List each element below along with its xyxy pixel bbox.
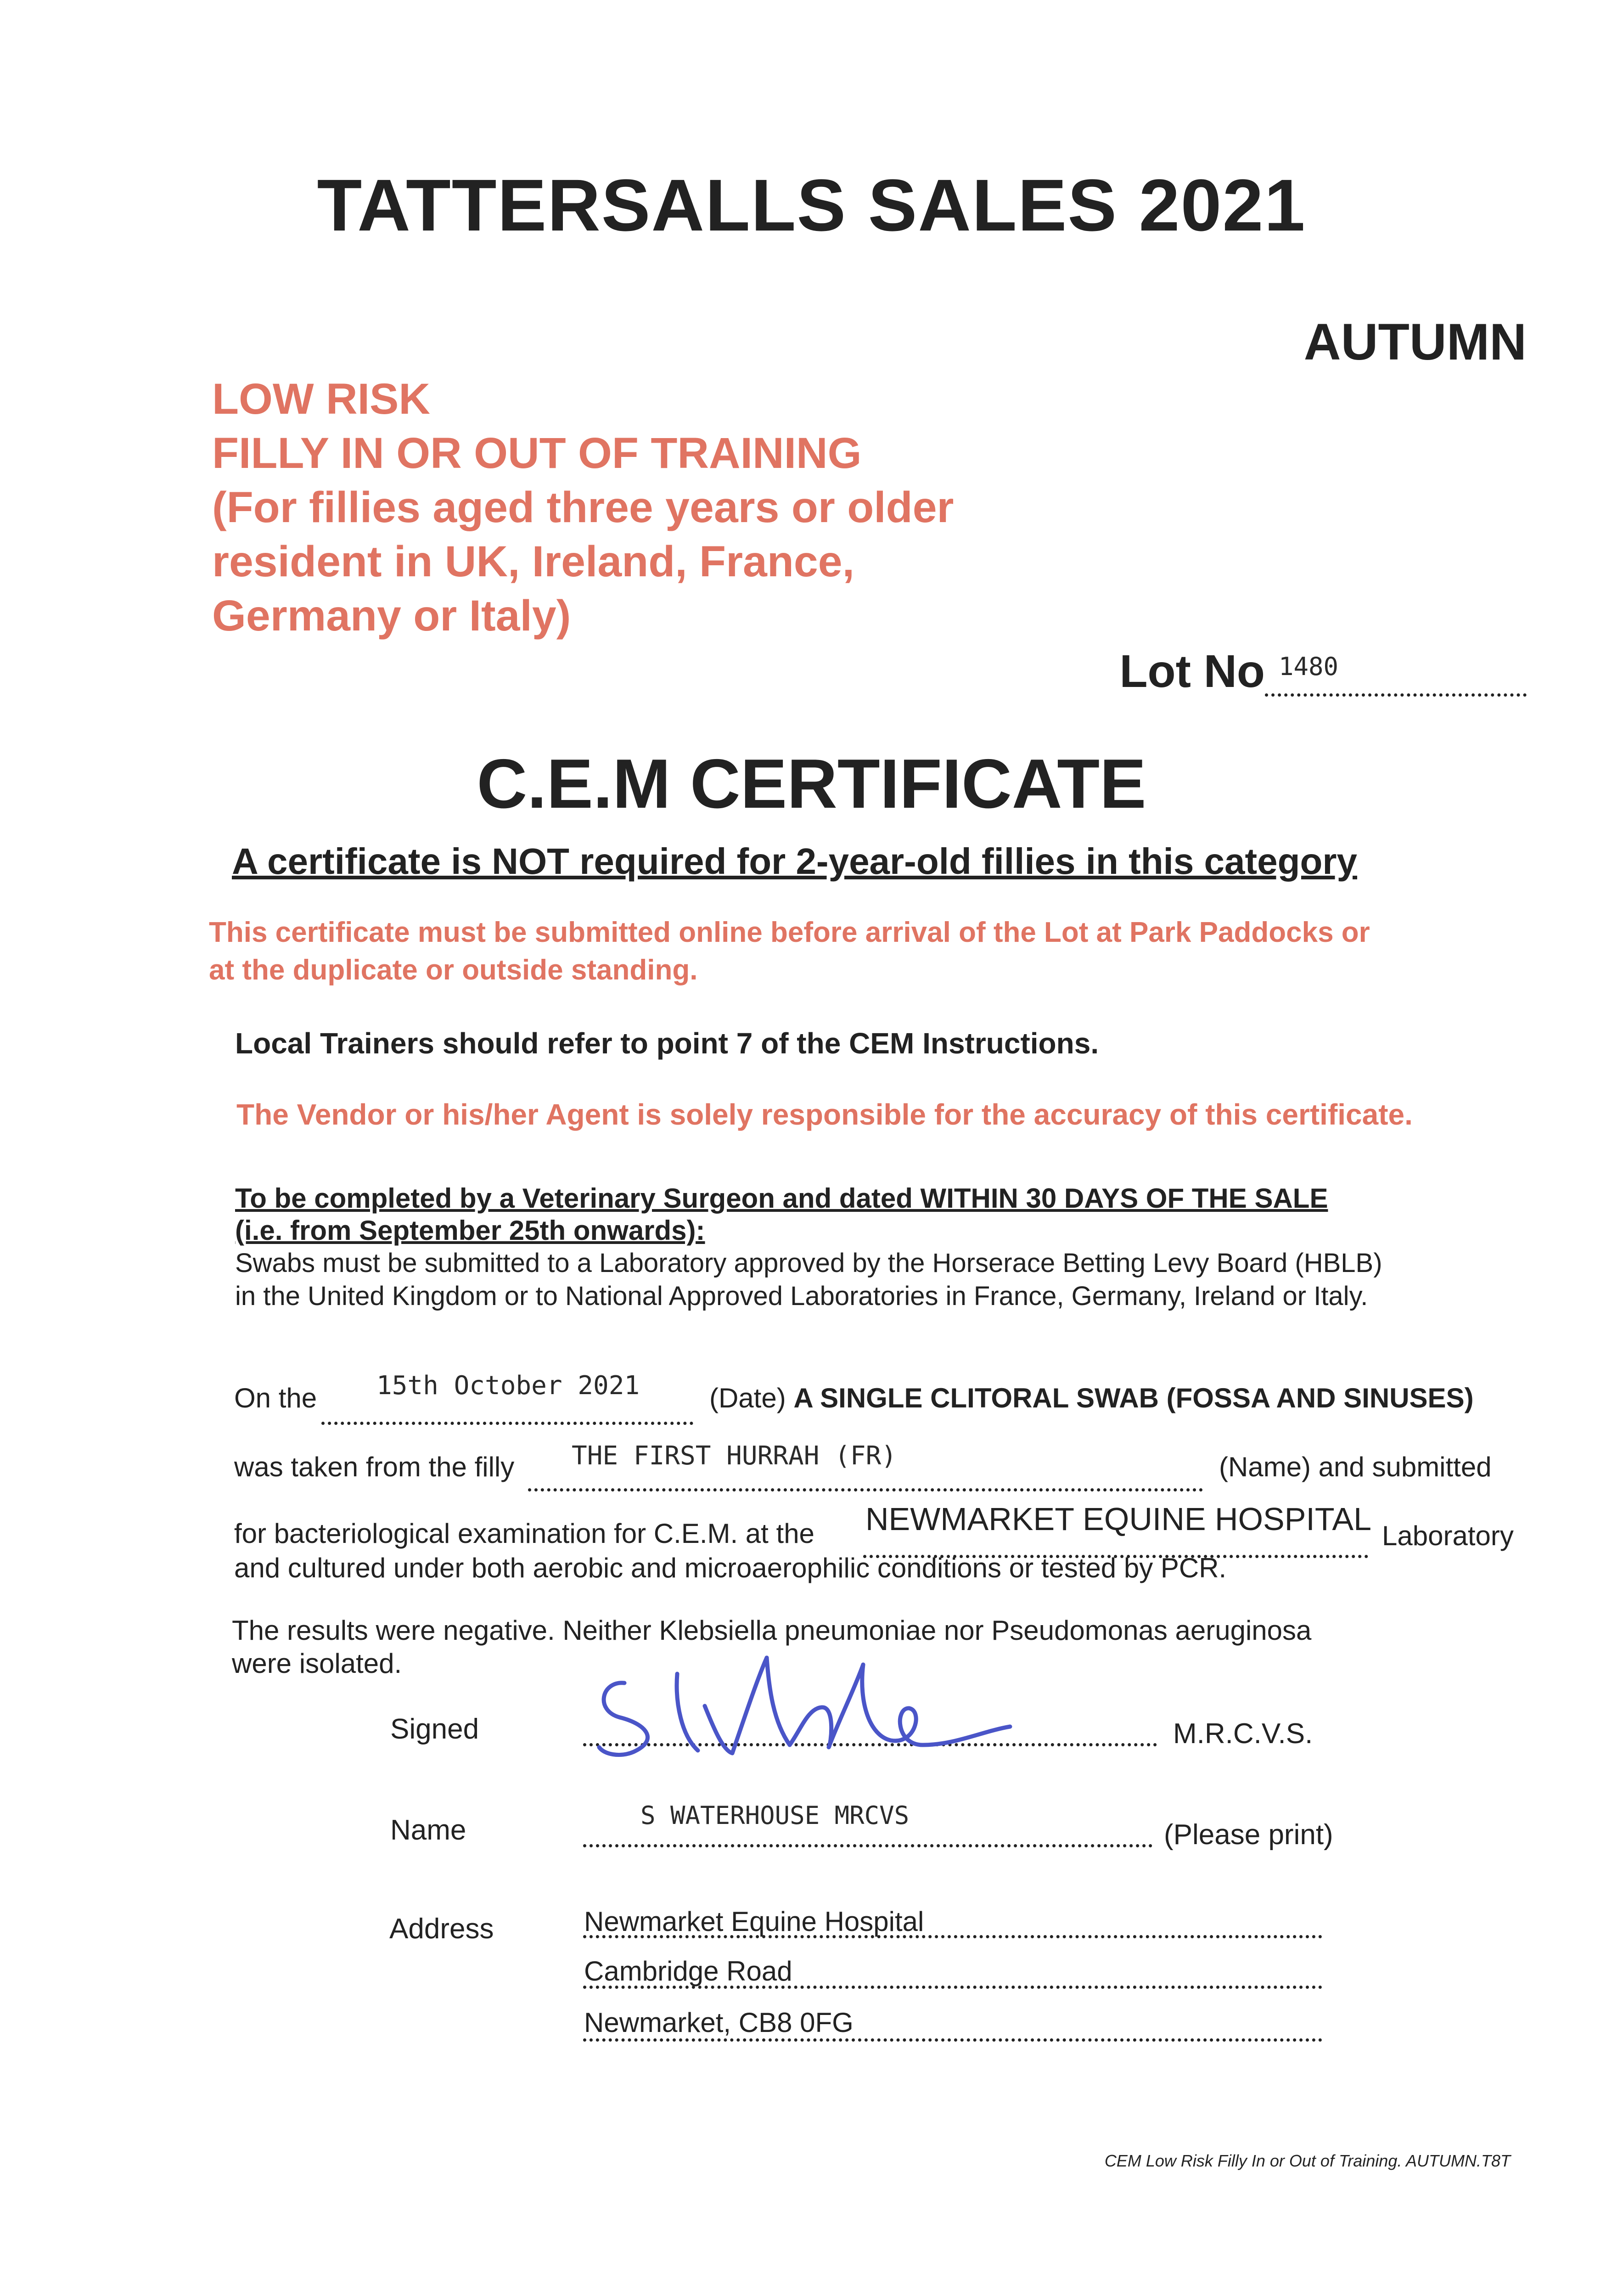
category-line: (For fillies aged three years or older <box>212 483 954 532</box>
submission-notice-line: This certificate must be submitted online before arrival of the Lot at Park Paddocks or <box>209 917 1370 948</box>
category-line: LOW RISK <box>212 375 430 423</box>
lot-number-value: 1480 <box>1279 652 1339 681</box>
lot-label: Lot No <box>1119 646 1265 697</box>
date-label: (Date) <box>709 1383 786 1413</box>
swab-type: A SINGLE CLITORAL SWAB (FOSSA AND SINUSES) <box>793 1383 1474 1413</box>
category-line: FILLY IN OR OUT OF TRAINING <box>212 429 862 478</box>
name-submitted-label: (Name) and submitted <box>1219 1452 1492 1482</box>
instructions-heading-line: To be completed by a Veterinary Surgeon and dated WITHIN 30 DAYS OF THE SALE <box>235 1183 1328 1214</box>
address-label: Address <box>389 1913 494 1945</box>
results-line: The results were negative. Neither Klebsiella pneumoniae nor Pseudomonas aeruginosa <box>232 1615 1312 1646</box>
please-print-label: (Please print) <box>1164 1819 1333 1851</box>
instructions-body <box>235 1247 1382 1313</box>
swab-description <box>709 1382 1474 1414</box>
taken-from-label: was taken from the filly <box>234 1452 515 1482</box>
vendor-responsibility-note: The Vendor or his/her Agent is solely responsible for the accuracy of this certificate. <box>236 1098 1413 1131</box>
mrcvs-suffix: M.R.C.V.S. <box>1173 1718 1313 1750</box>
sale-season: AUTUMN <box>1303 313 1527 371</box>
date-value: 15th October 2021 <box>376 1371 640 1401</box>
address-line: Newmarket, CB8 0FG <box>584 2007 854 2038</box>
vet-name-value: S WATERHOUSE MRCVS <box>640 1801 910 1830</box>
submission-notice-line: at the duplicate or outside standing. <box>209 954 698 986</box>
page-title: TATTERSALLS SALES 2021 <box>317 164 1306 246</box>
risk-category <box>212 372 954 643</box>
certificate-exemption-note: A certificate is NOT required for 2-year-old fillies in this category <box>232 841 1358 882</box>
vet-name-label: Name <box>390 1814 466 1846</box>
handwritten-signature <box>592 1630 1015 1768</box>
instructions-heading <box>235 1182 1328 1247</box>
category-line: Germany or Italy) <box>212 591 571 640</box>
instructions-body-line: Swabs must be submitted to a Laboratory approved by the Horserace Betting Levy Board (HBLB) <box>235 1248 1382 1278</box>
category-line: resident in UK, Ireland, France, <box>212 537 854 586</box>
submission-notice <box>209 914 1370 989</box>
laboratory-name: NEWMARKET EQUINE HOSPITAL <box>865 1501 1372 1537</box>
instructions-body-line: in the United Kingdom or to National Approved Laboratories in France, Germany, Ireland or Italy. <box>235 1281 1368 1311</box>
results-line: were isolated. <box>232 1648 402 1679</box>
address-line: Newmarket Equine Hospital <box>584 1906 924 1937</box>
signed-label: Signed <box>390 1713 479 1745</box>
culture-conditions: and cultured under both aerobic and microaerophilic conditions or tested by PCR. <box>234 1553 1227 1583</box>
laboratory-label: Laboratory <box>1382 1520 1514 1551</box>
address-line: Cambridge Road <box>584 1956 792 1986</box>
form-reference: CEM Low Risk Filly In or Out of Training. AUTUMN.T8T <box>1104 2151 1511 2170</box>
filly-name-value: THE FIRST HURRAH (FR) <box>572 1441 897 1471</box>
examination-label: for bacteriological examination for C.E.M. at the <box>234 1518 814 1549</box>
on-the-label: On the <box>234 1383 317 1413</box>
certificate-title: C.E.M CERTIFICATE <box>477 745 1146 823</box>
instructions-heading-line: (i.e. from September 25th onwards): <box>235 1215 705 1246</box>
local-trainers-note: Local Trainers should refer to point 7 of the CEM Instructions. <box>235 1027 1099 1060</box>
